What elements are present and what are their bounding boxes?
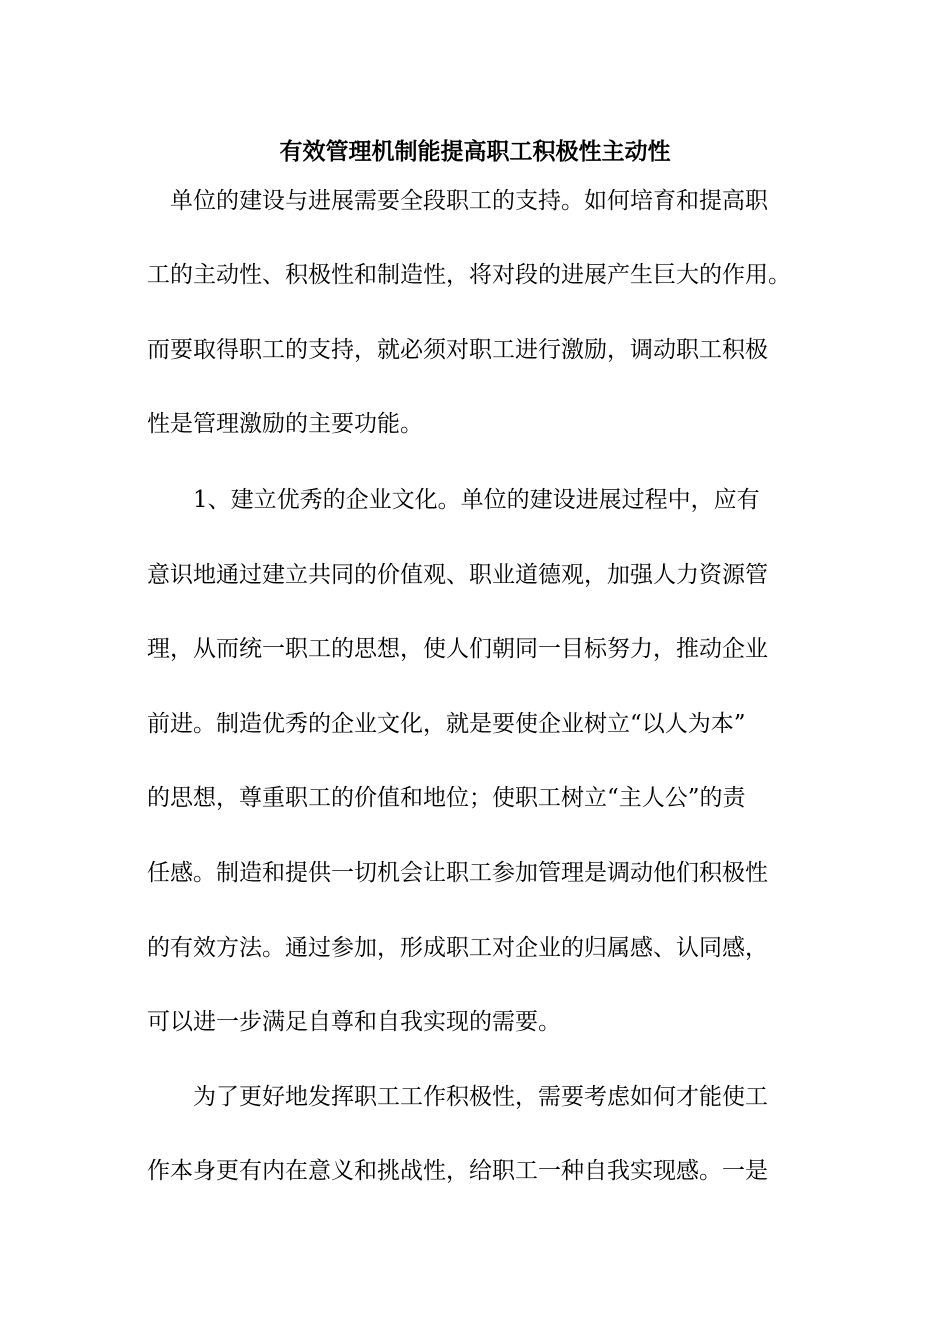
document-title: 有效管理机制能提高职工积极性主动性 (279, 138, 671, 165)
body-line: 工的主动性、积极性和制造性，将对段的进展产生巨大的作用。 (147, 262, 791, 288)
body-line: 可以进一步满足自尊和自我实现的需要。 (147, 1009, 561, 1035)
body-line: 而要取得职工的支持，就必须对职工进行激励，调动职工积极 (147, 337, 768, 363)
body-line: 作本身更有内在意义和挑战性，给职工一种自我实现感。一是 (147, 1158, 768, 1184)
body-line: 为了更好地发挥职工工作积极性，需要考虑如何才能使工 (147, 1084, 768, 1110)
body-line: 的有效方法。通过参加，形成职工对企业的归属感、认同感， (147, 935, 768, 961)
body-line: 任感。制造和提供一切机会让职工参加管理是调动他们积极性 (147, 860, 768, 886)
body-line: 单位的建设与进展需要全段职工的支持。如何培育和提高职 (147, 188, 768, 214)
body-line: 理，从而统一职工的思想，使人们朝同一目标努力，推动企业 (147, 636, 768, 662)
body-line: 性是管理激励的主要功能。 (147, 411, 423, 437)
body-line: 1、建立优秀的企业文化。单位的建设进展过程中，应有 (147, 487, 760, 513)
body-line: 前进。制造优秀的企业文化，就是要使企业树立“以人为本” (147, 711, 746, 737)
body-line: 的思想，尊重职工的价值和地位；使职工树立“主人公”的责 (147, 785, 746, 811)
body-line: 意识地通过建立共同的价值观、职业道德观，加强人力资源管 (147, 562, 768, 588)
